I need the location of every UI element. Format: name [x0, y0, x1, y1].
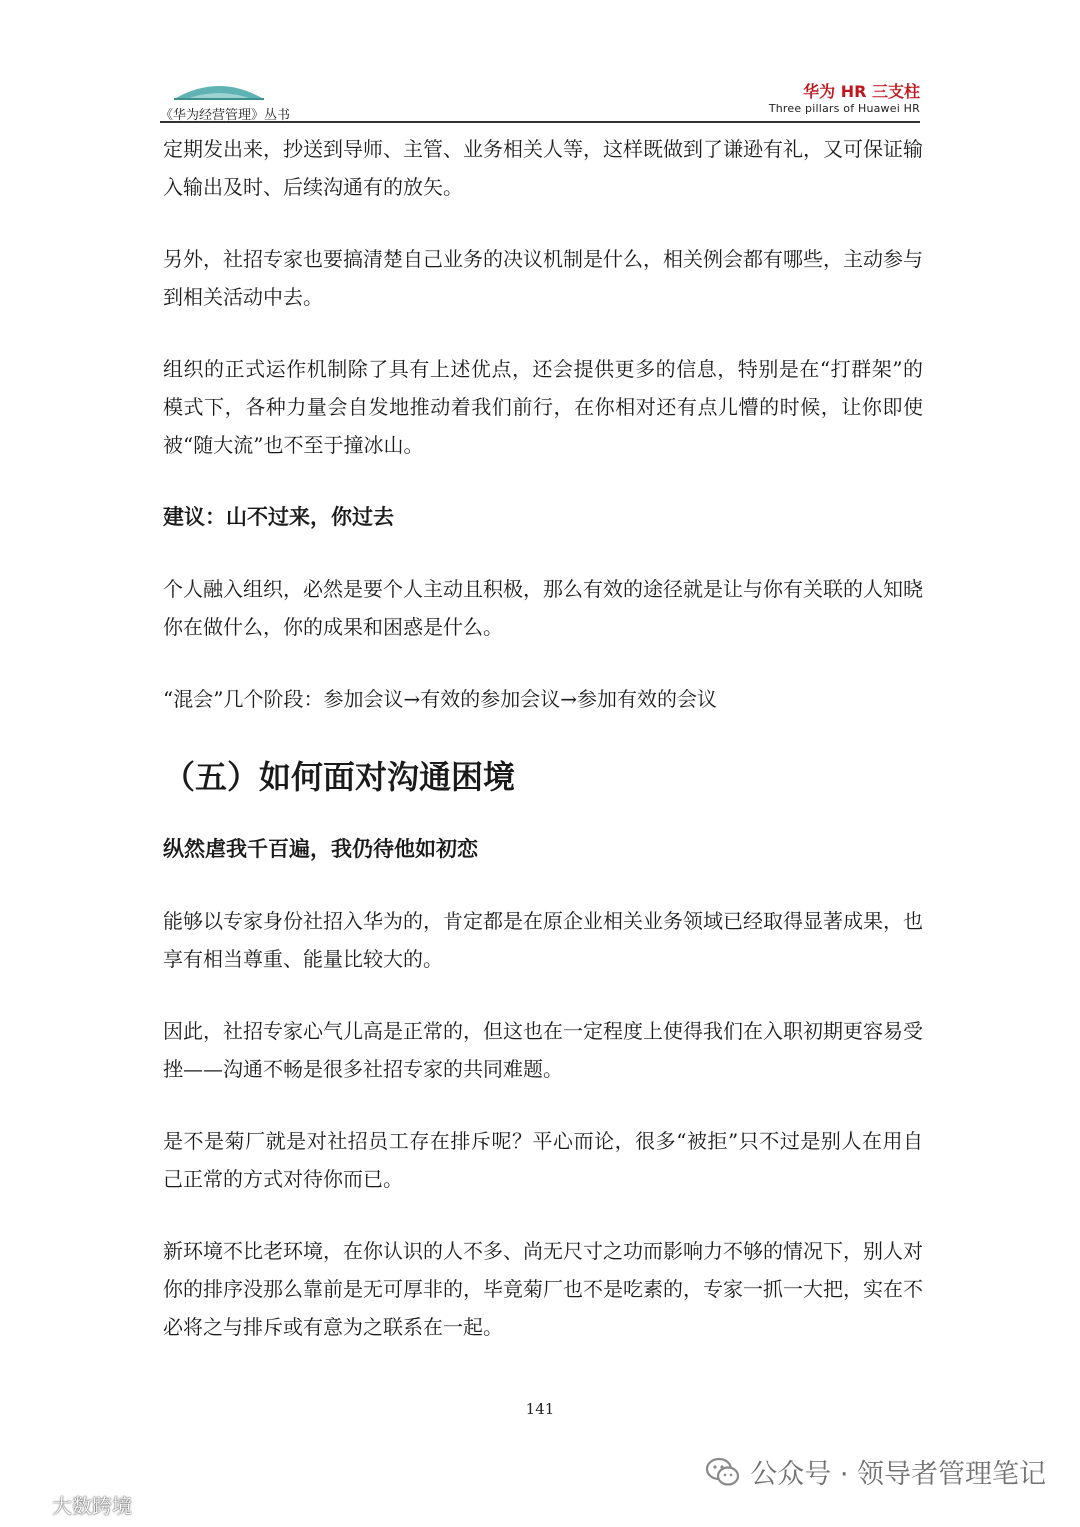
brand-title: 华为 HR 三支柱	[803, 82, 920, 101]
bold-subheading: 建议：山不过来，你过去	[163, 505, 394, 529]
mountain-logo-icon	[174, 78, 264, 102]
paragraph: 因此，社招专家心气儿高是正常的，但这也在一定程度上使得我们在入职初期更容易受挫——沟通不畅是很多社招专家的共同难题。	[163, 1019, 923, 1081]
wechat-account-name: 公众号 · 领导者管理笔记	[750, 1459, 1046, 1490]
paragraph: “混会”几个阶段：参加会议→有效的参加会议→参加有效的会议	[163, 687, 717, 711]
paragraph: 另外，社招专家也要搞清楚自己业务的决议机制是什么，相关例会都有哪些，主动参与到相关活动中去。	[163, 247, 923, 309]
watermark-text: 大数跨境	[52, 1494, 132, 1518]
watermark-logo-icon	[8, 1492, 48, 1518]
page-number: 141	[525, 1400, 555, 1418]
section-heading: （五）如何面对沟通困境	[163, 758, 516, 796]
wechat-icon	[706, 1457, 740, 1487]
header-divider	[160, 121, 920, 123]
series-title: 《华为经营管理》丛书	[160, 108, 291, 123]
wechat-watermark	[706, 1452, 1046, 1491]
paragraph: 能够以专家身份社招入华为的，肯定都是在原企业相关业务领域已经取得显著成果，也享有相当尊重、能量比较大的。	[163, 909, 923, 971]
page-header	[160, 70, 920, 122]
brand-block	[769, 82, 920, 116]
paragraph: 是不是菊厂就是对社招员工存在排斥呢？平心而论，很多“被拒”只不过是别人在用自己正常的方式对待你而已。	[163, 1129, 923, 1191]
brand-subtitle: Three pillars of Huawei HR	[768, 102, 920, 115]
paragraph: 定期发出来，抄送到导师、主管、业务相关人等，这样既做到了谦逊有礼，又可保证输入输出及时、后续沟通有的放矢。	[163, 137, 923, 199]
corner-watermark	[8, 1490, 132, 1519]
bold-subheading: 纵然虐我千百遍，我仍待他如初恋	[163, 837, 478, 861]
paragraph: 组织的正式运作机制除了具有上述优点，还会提供更多的信息，特别是在“打群架”的模式下，各种力量会自发地推动着我们前行，在你相对还有点儿懵的时候，让你即使被“随大流”也不至于撞冰山。	[163, 357, 923, 457]
paragraph: 个人融入组织，必然是要个人主动且积极，那么有效的途径就是让与你有关联的人知晓你在做什么，你的成果和困惑是什么。	[163, 577, 923, 639]
paragraph: 新环境不比老环境，在你认识的人不多、尚无尺寸之功而影响力不够的情况下，别人对你的排序没那么靠前是无可厚非的，毕竟菊厂也不是吃素的，专家一抓一大把，实在不必将之与排斥或有意为之联系在一起。	[163, 1239, 923, 1339]
page-content	[163, 130, 923, 1380]
